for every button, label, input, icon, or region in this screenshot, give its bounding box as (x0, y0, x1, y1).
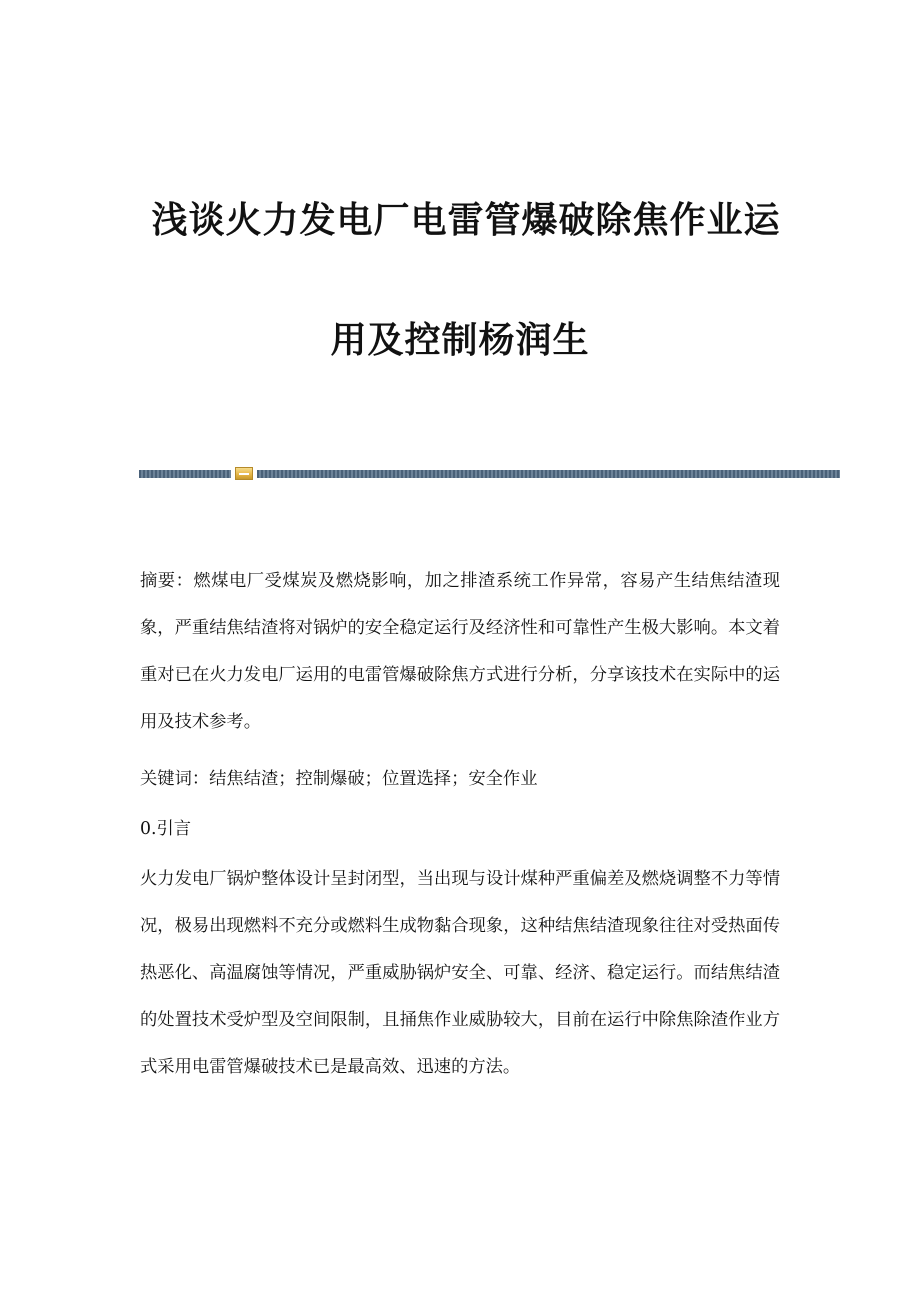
abstract-paragraph: 摘要：燃煤电厂受煤炭及燃烧影响，加之排渣系统工作异常，容易产生结焦结渣现象，严重结焦结渣将对锅炉的安全稳定运行及经济性和可靠性产生极大影响。本文着重对已在火力发电厂运用的电雷管爆破除焦方式进行分析，分享该技术在实际中的运用及技术参考。 (140, 571, 780, 732)
title-divider-left (139, 470, 231, 478)
intro-paragraph: 火力发电厂锅炉整体设计呈封闭型，当出现与设计煤种严重偏差及燃烧调整不力等情况，极易出现燃料不充分或燃料生成物黏合现象，这种结焦结渣现象往往对受热面传热恶化、高温腐蚀等情况，严重威胁锅炉安全、可靠、经济、稳定运行。而结焦结渣的处置技术受炉型及空间限制，且捅焦作业威胁较大，目前在运行中除焦除渣作业方式采用电雷管爆破技术已是最高效、迅速的方法。 (140, 869, 780, 1077)
divider-ornament-icon (235, 467, 253, 480)
document-title-line-2: 用及控制杨润生 (330, 320, 590, 361)
section-heading: 0.引言 (140, 819, 192, 839)
document-title-line-1: 浅谈火力发电厂电雷管爆破除焦作业运 (151, 200, 781, 241)
title-divider-right (257, 470, 840, 478)
keywords-line: 关键词：结焦结渣；控制爆破；位置选择；安全作业 (140, 769, 538, 789)
